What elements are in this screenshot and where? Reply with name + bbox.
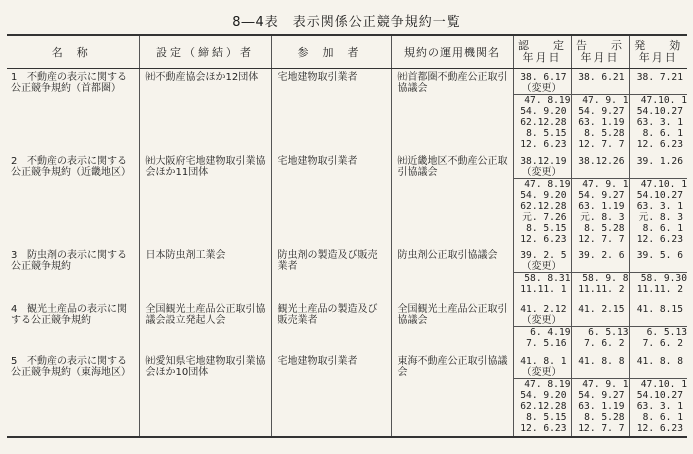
date-value: 47. 9. 1	[572, 378, 629, 390]
regulation-name: 5 不動産の表示に関する公正競争規約（東海地区）	[7, 353, 139, 437]
date-value: 38. 7.21	[636, 72, 683, 83]
date-value: 8. 6. 1	[642, 411, 683, 423]
header-party: 設定（締結）者	[139, 35, 271, 69]
table-row	[7, 353, 687, 437]
date-value: 8. 5.28	[584, 411, 625, 423]
date-value: 62.12.28	[520, 400, 567, 412]
kokuji-dates	[571, 301, 629, 353]
header-kokuji: 告 示 年月日	[571, 35, 629, 69]
date-value: 12. 6.23	[636, 422, 683, 434]
header-hakko: 発 効 年月日	[629, 35, 687, 69]
date-value: 41. 8.15	[636, 303, 683, 315]
regulation-org: 東海不動産公正取引協議会	[391, 353, 513, 437]
kokuji-dates	[571, 247, 629, 301]
date-value: 41. 2.12	[520, 303, 567, 315]
regulation-party: ㈳不動産協会ほか12団体	[139, 69, 271, 153]
date-value: 47. 8.19	[514, 378, 571, 390]
date-value: 54.10.27	[636, 106, 683, 117]
date-value	[630, 367, 684, 378]
date-value: 8. 5.28	[584, 128, 625, 139]
date-value: 41. 8. 8	[578, 355, 625, 367]
date-value: 47.10. 1	[630, 94, 688, 106]
date-value: 39. 5. 6	[636, 249, 683, 261]
date-value: 54. 9.27	[578, 189, 625, 201]
regulation-participants: 観光土産品の製造及び販売業者	[271, 301, 391, 353]
settei-dates	[513, 301, 571, 353]
date-value: 62.12.28	[520, 117, 567, 128]
date-value	[572, 167, 625, 178]
date-value	[572, 261, 625, 272]
date-value: 11.11. 2	[636, 283, 683, 295]
settei-dates	[513, 69, 571, 153]
date-value: 6. 5.13	[630, 326, 688, 338]
date-value: 12. 6.23	[636, 233, 683, 245]
date-value: 7. 6. 2	[584, 337, 625, 349]
date-value: 38. 6.21	[578, 72, 625, 83]
date-value: 11.11. 2	[578, 283, 625, 295]
date-value: 54. 9.20	[520, 106, 567, 117]
date-value: 58. 9. 8	[572, 272, 629, 284]
date-value: （変更）	[521, 260, 562, 272]
date-value: 元. 8. 3	[580, 211, 625, 223]
date-value: （変更）	[521, 366, 562, 378]
date-value: 38.12.19	[520, 155, 567, 167]
regulation-name: 4 観光土産品の表示に関する公正競争規約	[11, 303, 127, 326]
regulation-participants: 宅地建物取引業者	[271, 353, 391, 437]
date-value: 54.10.27	[636, 389, 683, 401]
date-value: 58. 8.31	[514, 272, 571, 284]
date-value: 41. 8. 8	[636, 355, 683, 367]
date-value: 元. 8. 3	[638, 211, 683, 223]
date-value: 47. 9. 1	[572, 178, 629, 190]
table-title: 8―4表 表示関係公正競争規約一覧	[232, 15, 461, 30]
regulation-participants: 宅地建物取引業者	[271, 69, 391, 153]
date-value: （変更）	[521, 314, 562, 326]
date-value: 12. 6.23	[520, 233, 567, 245]
regulation-party: 日本防虫剤工業会	[139, 247, 271, 301]
date-value: 12. 6.23	[636, 139, 683, 150]
date-value: 元. 7.26	[522, 211, 567, 223]
date-value: 39. 1.26	[636, 155, 683, 167]
date-value: 8. 6. 1	[642, 128, 683, 139]
regulation-org: ㈳首都圏不動産公正取引協議会	[391, 69, 513, 153]
date-value: 12. 7. 7	[578, 139, 625, 150]
date-value: 62.12.28	[520, 200, 567, 212]
date-value: 8. 6. 1	[642, 222, 683, 234]
kokuji-dates	[571, 353, 629, 437]
date-value: 54.10.27	[636, 189, 683, 201]
date-value	[630, 167, 684, 178]
date-value: 38. 6.17	[520, 72, 567, 83]
regulation-name: 3 防虫剤の表示に関する公正競争規約	[11, 249, 127, 272]
table-row	[7, 153, 687, 247]
regulation-org: 全国観光土産品公正取引協議会	[391, 301, 513, 353]
regulation-org: ㈳近畿地区不動産公正取引協議会	[391, 153, 513, 247]
kokuji-dates	[571, 69, 629, 153]
date-value: 8. 5.15	[526, 411, 567, 423]
date-value: 54. 9.20	[520, 389, 567, 401]
settei-dates	[513, 247, 571, 301]
date-value: 8. 5.28	[584, 222, 625, 234]
date-value: 63. 1.19	[578, 200, 625, 212]
hakko-dates	[629, 247, 687, 301]
date-value: 47. 8.19	[514, 94, 571, 106]
settei-dates	[513, 353, 571, 437]
hakko-dates	[629, 153, 687, 247]
hakko-dates	[629, 353, 687, 437]
date-value: 54. 9.27	[578, 389, 625, 401]
date-value	[572, 83, 625, 94]
date-value	[630, 315, 684, 326]
table-row	[7, 301, 687, 353]
table-row	[7, 247, 687, 301]
date-value: 41. 8. 1	[520, 355, 567, 367]
header-org: 規約の運用機関名	[391, 35, 513, 69]
kokuji-dates	[571, 153, 629, 247]
date-value: 39. 2. 5	[520, 249, 567, 261]
header-settei: 認 定 年月日	[513, 35, 571, 69]
hakko-dates	[629, 69, 687, 153]
date-value	[572, 315, 625, 326]
date-value: 8. 5.15	[526, 128, 567, 139]
regulation-name: 2 不動産の表示に関する公正競争規約（近畿地区）	[11, 155, 131, 178]
table-row	[7, 69, 687, 153]
date-value: 41. 2.15	[578, 303, 625, 315]
regulation-org: 防虫剤公正取引協議会	[391, 247, 513, 301]
date-value: 8. 5.15	[526, 222, 567, 234]
date-value: （変更）	[521, 83, 562, 94]
date-value: 63. 3. 1	[636, 200, 683, 212]
date-value: 38.12.26	[578, 155, 625, 167]
table-body	[7, 69, 687, 437]
date-value: 63. 1.19	[578, 117, 625, 128]
date-value: 54. 9.20	[520, 189, 567, 201]
regulations-table	[7, 34, 687, 438]
date-value: 54. 9.27	[578, 106, 625, 117]
date-value: 47.10. 1	[630, 178, 688, 190]
date-value: 7. 5.16	[526, 337, 567, 349]
date-value: 12. 7. 7	[578, 233, 625, 245]
date-value: 6. 5.13	[572, 326, 629, 338]
date-value: 11.11. 1	[520, 283, 567, 295]
date-value: 63. 3. 1	[636, 117, 683, 128]
header-row	[7, 35, 687, 69]
date-value: 39. 2. 6	[578, 249, 625, 261]
date-value: 12. 6.23	[520, 422, 567, 434]
date-value	[630, 83, 684, 94]
date-value: 58. 9.30	[630, 272, 688, 284]
header-name: 名称	[7, 35, 139, 69]
date-value	[572, 367, 625, 378]
settei-dates	[513, 153, 571, 247]
date-value	[630, 261, 684, 272]
date-value: 47.10. 1	[630, 378, 688, 390]
date-value: 6. 4.19	[514, 326, 571, 338]
regulation-party: ㈳大阪府宅地建物取引業協会ほか11団体	[139, 153, 271, 247]
date-value: 63. 3. 1	[636, 400, 683, 412]
date-value: 12. 6.23	[520, 139, 567, 150]
regulation-party: 全国観光土産品公正取引協議会設立発起人会	[139, 301, 271, 353]
regulation-participants: 宅地建物取引業者	[271, 153, 391, 247]
date-value: 47. 9. 1	[572, 94, 629, 106]
regulation-name: 1 不動産の表示に関する公正競争規約（首都圏）	[11, 72, 127, 94]
date-value: （変更）	[521, 166, 562, 178]
header-participants: 参加者	[271, 35, 391, 69]
hakko-dates	[629, 301, 687, 353]
date-value: 7. 6. 2	[642, 337, 683, 349]
date-value: 12. 7. 7	[578, 422, 625, 434]
date-value: 47. 8.19	[514, 178, 571, 190]
regulation-party: ㈳愛知県宅地建物取引業協会ほか10団体	[139, 353, 271, 437]
date-value: 63. 1.19	[578, 400, 625, 412]
regulation-participants: 防虫剤の製造及び販売業者	[271, 247, 391, 301]
